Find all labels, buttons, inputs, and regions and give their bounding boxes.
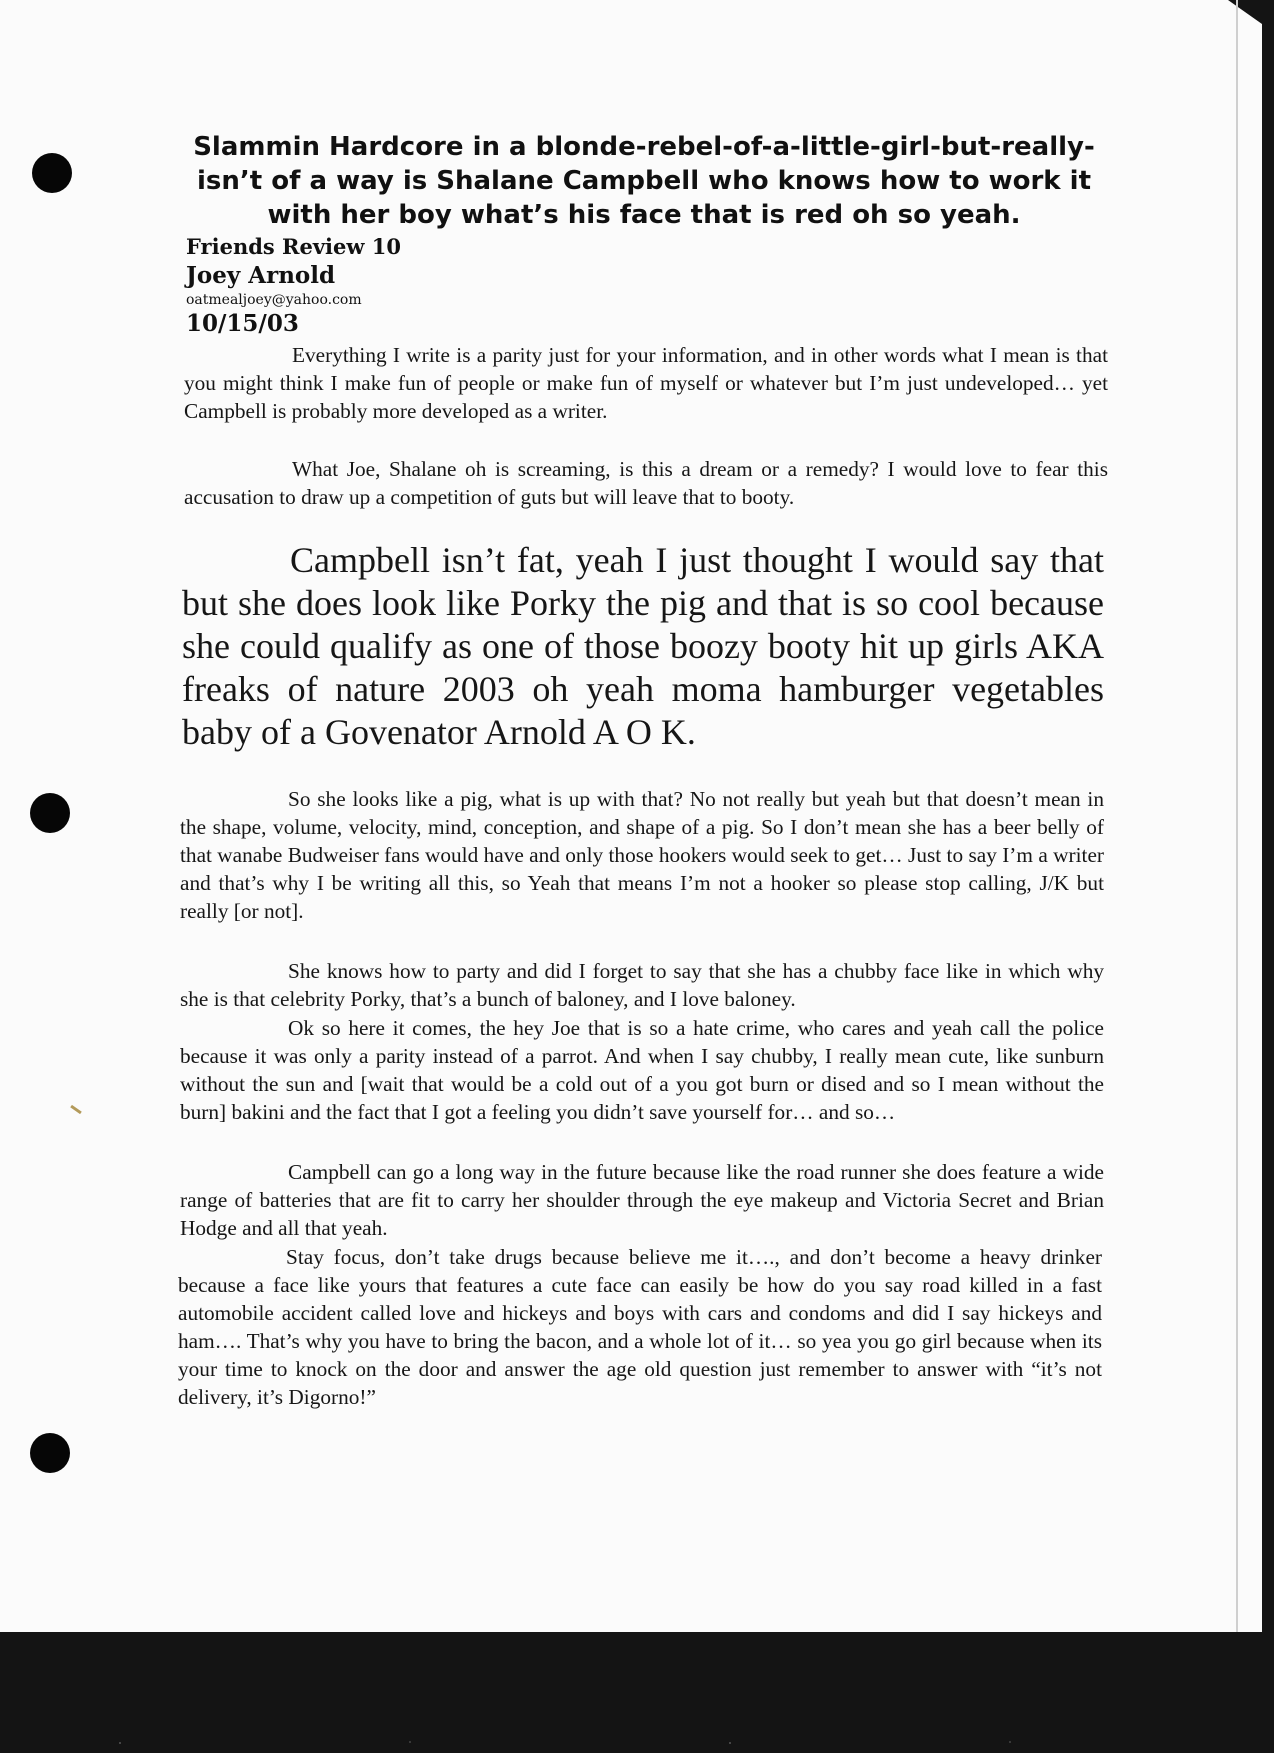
paragraph-1: Everything I write is a parity just for your information, and in other words what I mean is that you might think I make fun of people or make fun of myself or whatever but I’m just undeveloped… yet Campbell is probably more developed as a writer. <box>184 343 1108 423</box>
punch-hole-middle <box>30 793 70 833</box>
paragraph-6: Ok so here it comes, the hey Joe that is so a hate crime, who cares and yeah call the police because it was only a parity instead of a parrot. And when I say chubby, I really mean cute, like sunburn without the sun and [wait that would be a cold out of a you got burn or dised and so I mean without the burn] bakini and the fact that I got a feeling you didn’t save yourself for… and so… <box>180 1016 1104 1124</box>
punch-hole-bottom <box>30 1433 70 1473</box>
review-label: Friends Review 10 <box>186 234 401 259</box>
paper-edge <box>1236 0 1238 1632</box>
paragraph-4: So she looks like a pig, what is up with that? No not really but yeah but that doesn’t mean in the shape, volume, velocity, mind, conception, and shape of a pig. So I don’t mean she has a beer belly of that wanabe Budweiser fans would have and only those hookers would seek to get… Just to say I’m a writer and that’s why I be writing all this, so Yeah that means I’m not a hooker so please stop calling, J/K but really [or not]. <box>180 787 1104 923</box>
author-name: Joey Arnold <box>186 262 336 289</box>
paragraph-3-large: Campbell isn’t fat, yeah I just thought I would say that but she does look like Porky the pig and that is so cool because she could qualify as one of those boozy booty hit up girls AKA freaks of nature 2003 oh yeah moma hamburger vegetables baby of a Govenator Arnold A O K. <box>182 540 1104 752</box>
paragraph-5: She knows how to party and did I forget to say that she has a chubby face like in which why she is that celebrity Porky, that’s a bunch of baloney, and I love baloney. <box>180 959 1104 1011</box>
document-date: 10/15/03 <box>186 310 299 337</box>
document-title: Slammin Hardcore in a blonde-rebel-of-a-little-girl-but-really-isn’t of a way is Shalane Campbell who knows how to work it with her boy what’s his face that is red oh so yeah. <box>193 132 1095 230</box>
author-email: oatmealjoey@yahoo.com <box>186 292 362 308</box>
scanner-noise <box>0 1740 1274 1746</box>
punch-hole-top <box>32 153 72 193</box>
paragraph-8: Stay focus, don’t take drugs because believe me it…., and don’t become a heavy drinker because a face like yours that features a cute face can easily be how do you say road killed in a fast automobile accident called love and hickeys and boys with cars and condoms and did I say hickeys and ham…. That’s why you have to bring the bacon, and a whole lot of it… so yea you go girl because when its your time to knock on the door and answer the age old question just remember to answer with “it’s not delivery, it’s Digorno!” <box>178 1245 1102 1409</box>
paragraph-2: What Joe, Shalane oh is screaming, is this a dream or a remedy? I would love to fear this accusation to draw up a competition of guts but will leave that to booty. <box>184 457 1108 509</box>
paragraph-7: Campbell can go a long way in the future because like the road runner she does feature a wide range of batteries that are fit to carry her shoulder through the eye makeup and Victoria Secret and Brian Hodge and all that yeah. <box>180 1160 1104 1240</box>
